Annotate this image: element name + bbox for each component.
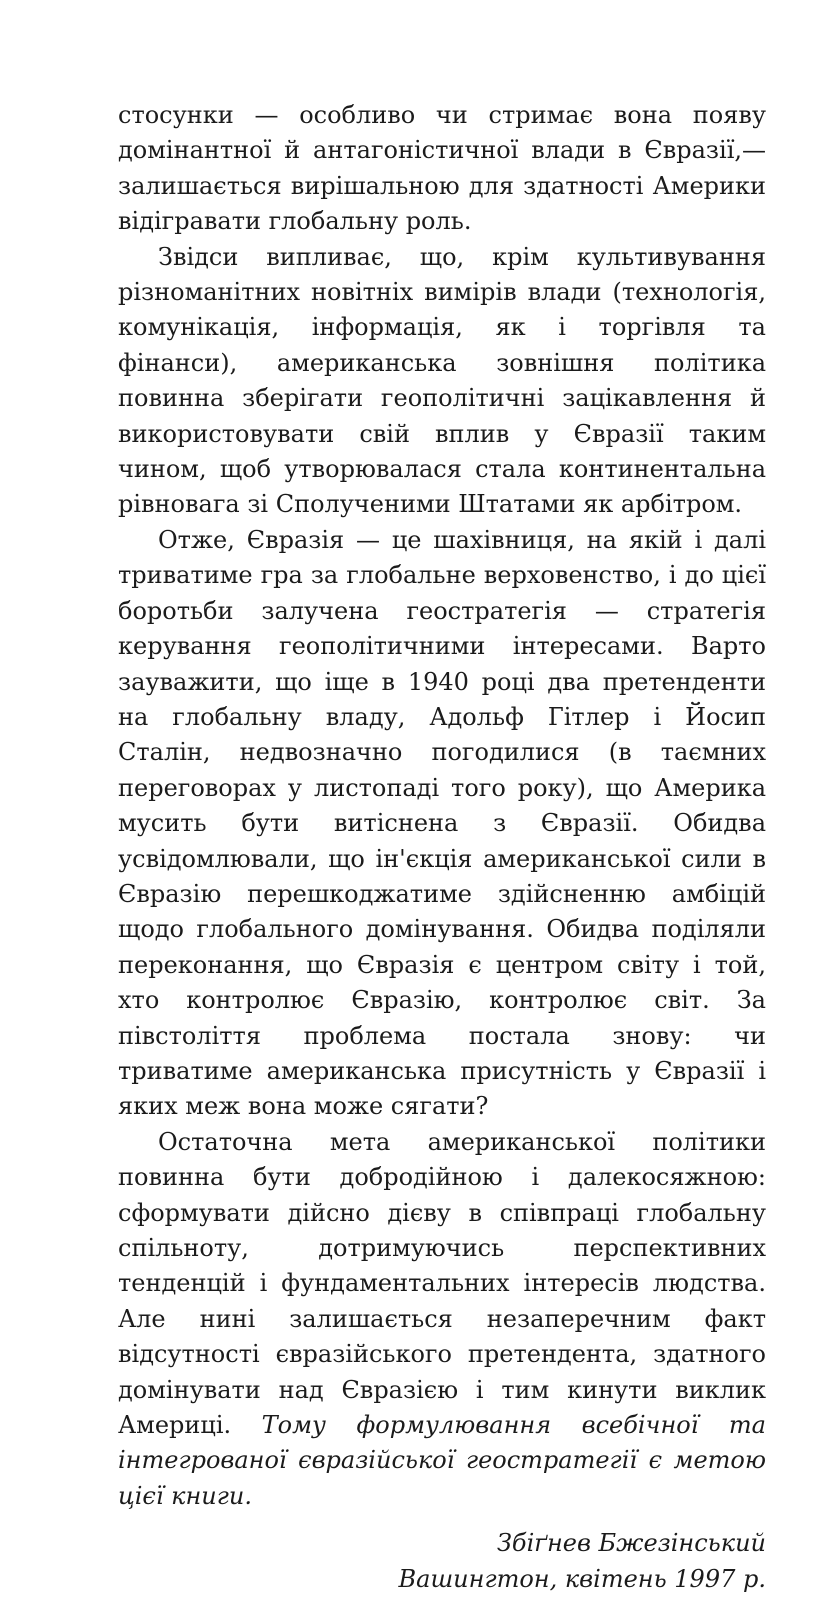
paragraph-foreign-policy: Звідси випливає, що, крім культивування різноманітних новітніх вимірів влади (технологія, комунікація, інформація, як і торгівля та фінанси), американська зовнішня політика повинна зберігати геополітичні зацікавлення й використовувати свій вплив у Євразії таким чином, щоб утворювалася стала континентальна рівновага зі Сполученими Штатами як арбітром. [118,242,766,519]
paragraph-eurasia-chessboard: Отже, Євразія — це шахівниця, на якій і далі триватиме гра за глобальне верховенство, і до цієї боротьби залучена геостратегія — стратегія керування геополітичними інтересами. Варто зауважити, що іще в 1940 році два претенденти на глобальну владу, Адольф Гітлер і Йосип Сталін, недвозначно погодилися (в таємних переговорах у листопаді того року), що Америка мусить бути витіснена з Євразії. Обидва усвідомлювали, що ін'єкція американської сили в Євразію перешкоджатиме здійсненню амбіцій щодо глобального домінування. Обидва поділяли переконання, що Євразія є центром світу і той, хто контролює Євразію, контролює світ. За півстоліття проблема постала знову: чи триватиме американська присутність у Євразії і яких меж вона може сягати? [118,525,766,1121]
paragraph-continued: стосунки — особливо чи стримає вона появу домінантної й антагоністичної влади в Євразії,— залишається вирішальною для здатності Америки відігравати глобальну роль. [118,101,766,236]
signature-author: Збіґнев Бжезінський [496,1529,766,1558]
paragraph-ultimate-goal [118,1125,766,1514]
signature-block [118,1526,766,1597]
paragraph-italic-conclusion: Тому формулювання всебічної та інтегрованої євразійської геостратегії є метою цієї книги. [118,1411,766,1510]
signature-place-date: Вашингтон, квітень 1997 р. [398,1564,766,1593]
paragraph-ultimate-goal-text: Остаточна мета американської політики повинна бути добродійною і далекосяжною: сформувати дійсно дієву в співпраці глобальну спільноту, дотримуючись перспективних тенденцій і фундаментальних інтересів людства. Але нині залишається незаперечним факт відсутності євразійського претендента, здатного домінувати над Євразією і тим кинути виклик Америці. [118,1127,766,1440]
book-page [118,98,766,1597]
